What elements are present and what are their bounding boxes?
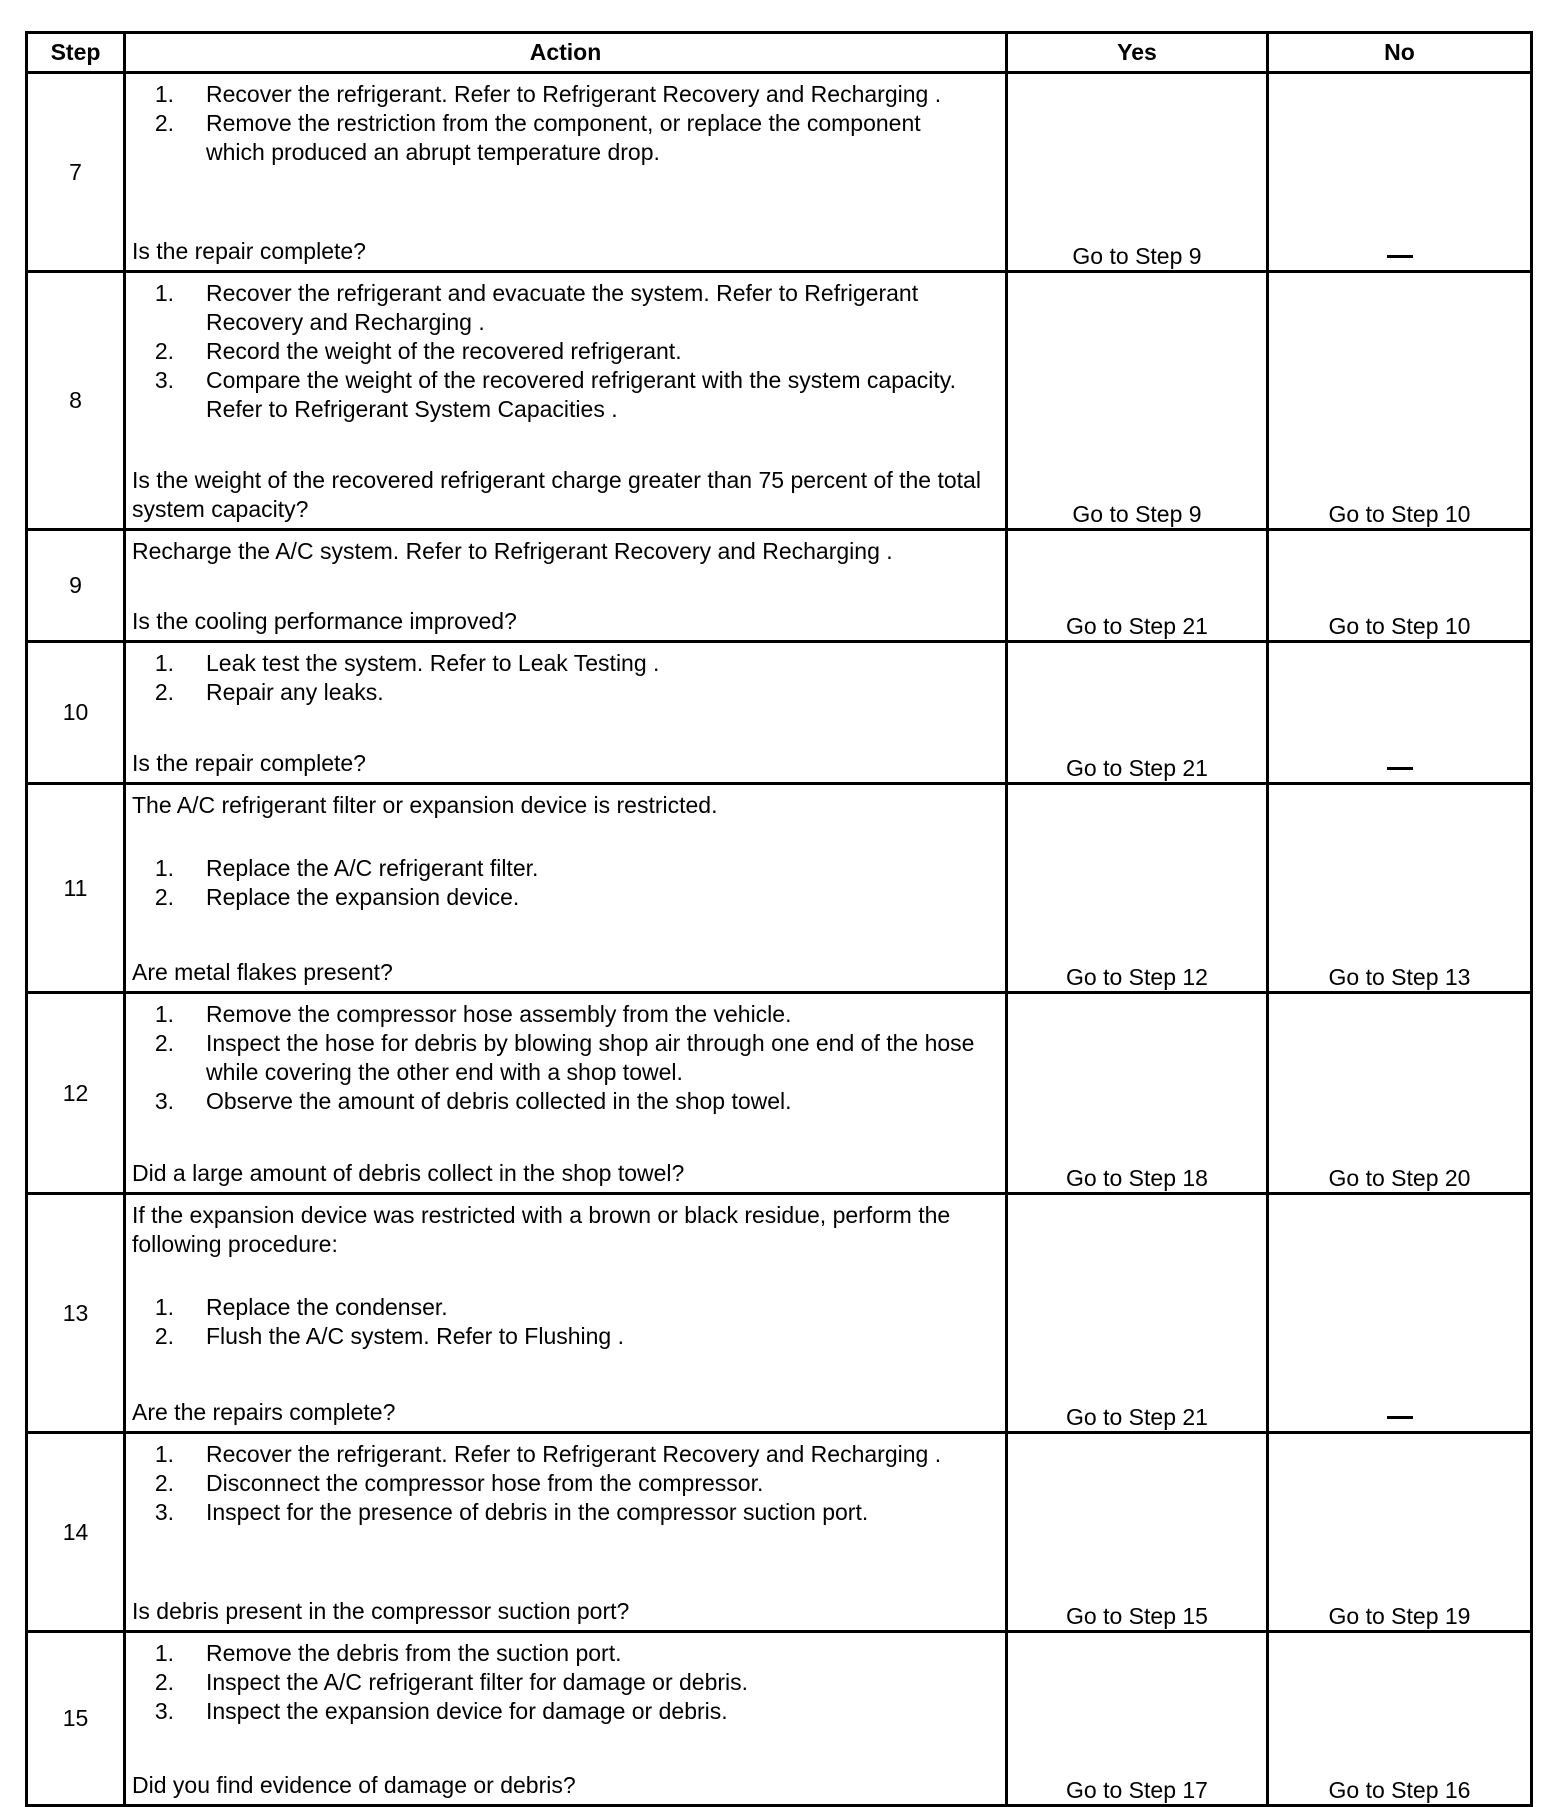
action-step-text: Inspect the hose for debris by blowing shop air through one end of the hose while covering the other end with a shop towel. — [206, 1030, 975, 1085]
action-step-item — [126, 1000, 1005, 1029]
no-result: Go to Step 10 — [1268, 530, 1532, 642]
action-step-item — [126, 1668, 1005, 1697]
action-step-item — [126, 1087, 1005, 1116]
action-question: Are metal flakes present? — [132, 959, 393, 985]
action-step-item — [126, 1029, 1005, 1087]
action-step-item — [126, 883, 1005, 912]
header-yes: Yes — [1007, 33, 1268, 73]
action-step-item — [126, 649, 1005, 678]
action-step-item — [126, 109, 1005, 167]
action-step-text: Remove the restriction from the component, or replace the component which produced an abrupt temperature drop. — [206, 110, 921, 165]
header-no: No — [1268, 33, 1532, 73]
action-step-item — [126, 337, 1005, 366]
action-steps — [126, 854, 1005, 912]
action-question: Is the repair complete? — [132, 750, 366, 776]
action-step-number: 1. — [154, 855, 174, 881]
step-number: 7 — [27, 73, 125, 272]
action-steps — [126, 1639, 1005, 1726]
action-step-text: Disconnect the compressor hose from the compressor. — [206, 1470, 764, 1496]
action-cell — [125, 1194, 1007, 1433]
action-step-text: Inspect the A/C refrigerant filter for damage or debris. — [206, 1669, 749, 1695]
action-step-item — [126, 678, 1005, 707]
action-question: Is the weight of the recovered refrigerant charge greater than 75 percent of the total system capacity? — [132, 467, 981, 522]
action-step-item — [126, 1322, 1005, 1351]
action-step-item — [126, 80, 1005, 109]
action-step-item — [126, 1697, 1005, 1726]
step-number: 15 — [27, 1632, 125, 1806]
no-result — [1268, 1194, 1532, 1433]
yes-result: Go to Step 15 — [1007, 1433, 1268, 1632]
action-step-number: 2. — [154, 1470, 174, 1496]
action-steps — [126, 1000, 1005, 1116]
no-result: Go to Step 16 — [1268, 1632, 1532, 1806]
table-row — [27, 73, 1532, 272]
no-result — [1268, 73, 1532, 272]
action-step-text: Replace the expansion device. — [206, 884, 520, 910]
action-step-number: 2. — [154, 338, 174, 364]
yes-result: Go to Step 21 — [1007, 530, 1268, 642]
action-step-item — [126, 1293, 1005, 1322]
action-step-text: Observe the amount of debris collected in the shop towel. — [206, 1088, 792, 1114]
action-step-number: 2. — [154, 679, 174, 705]
action-step-number: 1. — [154, 81, 174, 107]
table-row — [27, 530, 1532, 642]
table-row — [27, 272, 1532, 530]
table-row — [27, 993, 1532, 1194]
header-row — [27, 33, 1532, 73]
step-number: 12 — [27, 993, 125, 1194]
action-step-item — [126, 854, 1005, 883]
action-step-text: Inspect the expansion device for damage or debris. — [206, 1698, 728, 1724]
dash-mark — [1387, 255, 1413, 258]
yes-result: Go to Step 21 — [1007, 642, 1268, 784]
action-cell — [125, 530, 1007, 642]
action-intro: Recharge the A/C system. Refer to Refrigerant Recovery and Recharging . — [132, 538, 893, 564]
header-step: Step — [27, 33, 125, 73]
step-number: 14 — [27, 1433, 125, 1632]
no-result: Go to Step 13 — [1268, 784, 1532, 993]
action-cell — [125, 73, 1007, 272]
yes-result: Go to Step 21 — [1007, 1194, 1268, 1433]
action-intro: If the expansion device was restricted with a brown or black residue, perform the following procedure: — [132, 1202, 951, 1257]
action-step-number: 2. — [154, 1669, 174, 1695]
step-number: 8 — [27, 272, 125, 530]
action-step-text: Flush the A/C system. Refer to Flushing . — [206, 1323, 624, 1349]
action-step-item — [126, 366, 1005, 424]
action-step-number: 1. — [154, 1294, 174, 1320]
action-step-text: Inspect for the presence of debris in the compressor suction port. — [206, 1499, 869, 1525]
action-intro: The A/C refrigerant filter or expansion device is restricted. — [132, 792, 718, 818]
action-step-text: Replace the A/C refrigerant filter. — [206, 855, 539, 881]
action-step-number: 1. — [154, 1001, 174, 1027]
action-step-text: Leak test the system. Refer to Leak Testing . — [206, 650, 660, 676]
action-step-number: 3. — [154, 1088, 174, 1114]
action-question: Is the cooling performance improved? — [132, 608, 517, 634]
action-step-number: 2. — [154, 1323, 174, 1349]
action-question: Did a large amount of debris collect in the shop towel? — [132, 1160, 685, 1186]
action-question: Are the repairs complete? — [132, 1399, 396, 1425]
action-cell — [125, 642, 1007, 784]
action-step-text: Recover the refrigerant and evacuate the system. Refer to Refrigerant Recovery and Recharging . — [206, 280, 919, 335]
action-steps — [126, 1440, 1005, 1527]
action-cell — [125, 1632, 1007, 1806]
action-step-text: Recover the refrigerant. Refer to Refrigerant Recovery and Recharging . — [206, 81, 942, 107]
dash-mark — [1387, 767, 1413, 770]
action-step-number: 1. — [154, 1441, 174, 1467]
header-action: Action — [125, 33, 1007, 73]
table-row — [27, 642, 1532, 784]
action-step-item — [126, 279, 1005, 337]
action-question: Is the repair complete? — [132, 238, 366, 264]
action-step-number: 3. — [154, 367, 174, 393]
table-row — [27, 1433, 1532, 1632]
action-step-item — [126, 1639, 1005, 1668]
action-step-text: Remove the compressor hose assembly from the vehicle. — [206, 1001, 792, 1027]
no-result: Go to Step 10 — [1268, 272, 1532, 530]
action-step-text: Record the weight of the recovered refrigerant. — [206, 338, 682, 364]
table-row — [27, 784, 1532, 993]
table-row — [27, 1194, 1532, 1433]
no-result: Go to Step 20 — [1268, 993, 1532, 1194]
yes-result: Go to Step 9 — [1007, 272, 1268, 530]
action-step-item — [126, 1498, 1005, 1527]
action-step-item — [126, 1469, 1005, 1498]
action-step-text: Compare the weight of the recovered refrigerant with the system capacity. Refer to Refrigerant System Capacities . — [206, 367, 956, 422]
yes-result: Go to Step 18 — [1007, 993, 1268, 1194]
diagnostic-table — [25, 31, 1533, 1807]
step-number: 13 — [27, 1194, 125, 1433]
action-step-number: 2. — [154, 1030, 174, 1056]
action-cell — [125, 993, 1007, 1194]
action-cell — [125, 272, 1007, 530]
step-number: 9 — [27, 530, 125, 642]
action-step-number: 2. — [154, 110, 174, 136]
action-step-number: 3. — [154, 1499, 174, 1525]
yes-result: Go to Step 12 — [1007, 784, 1268, 993]
action-step-number: 2. — [154, 884, 174, 910]
action-step-number: 1. — [154, 650, 174, 676]
step-number: 11 — [27, 784, 125, 993]
step-number: 10 — [27, 642, 125, 784]
yes-result: Go to Step 9 — [1007, 73, 1268, 272]
action-question: Is debris present in the compressor suction port? — [132, 1598, 630, 1624]
dash-mark — [1387, 1416, 1413, 1419]
action-cell — [125, 784, 1007, 993]
no-result: Go to Step 19 — [1268, 1433, 1532, 1632]
table-row — [27, 1632, 1532, 1806]
yes-result: Go to Step 17 — [1007, 1632, 1268, 1806]
no-result — [1268, 642, 1532, 784]
action-steps — [126, 279, 1005, 424]
action-question: Did you find evidence of damage or debris? — [132, 1772, 576, 1798]
action-step-item — [126, 1440, 1005, 1469]
action-step-number: 1. — [154, 1640, 174, 1666]
action-cell — [125, 1433, 1007, 1632]
action-step-text: Replace the condenser. — [206, 1294, 448, 1320]
action-step-text: Remove the debris from the suction port. — [206, 1640, 622, 1666]
action-step-number: 1. — [154, 280, 174, 306]
action-steps — [126, 1293, 1005, 1351]
action-step-text: Recover the refrigerant. Refer to Refrigerant Recovery and Recharging . — [206, 1441, 942, 1467]
action-steps — [126, 80, 1005, 167]
action-step-text: Repair any leaks. — [206, 679, 384, 705]
action-step-number: 3. — [154, 1698, 174, 1724]
action-steps — [126, 649, 1005, 707]
